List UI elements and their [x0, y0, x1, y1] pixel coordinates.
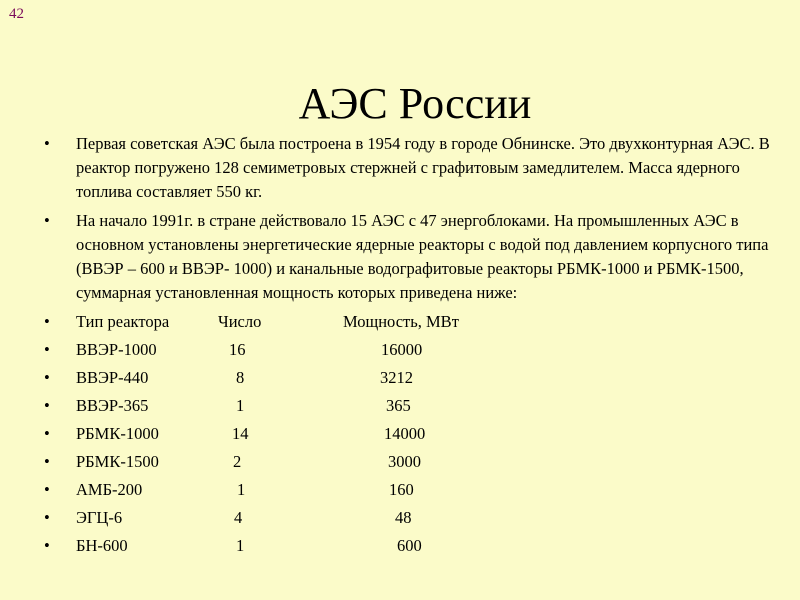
count-cell: 4 — [234, 508, 243, 527]
paragraph-text: На начало 1991г. в стране действовало 15 АЭС с 47 энергоблоками. На промышленных АЭС в основном установлены энергетические ядерные реакторы с водой под давлением корпусного типа (ВВЭР – 600 и ВВЭР- 1000) и канальные водографитовые реакторы РБМК-1000 и РБМК-1500, суммарная установленная мощность которых приведена ниже: — [76, 211, 769, 302]
table-row — [42, 366, 797, 394]
power-cell: 3000 — [388, 452, 421, 471]
power-cell: 16000 — [381, 340, 423, 359]
bullet-icon: • — [44, 536, 50, 555]
bullet-icon: • — [44, 211, 50, 230]
bullet-icon: • — [44, 452, 50, 471]
reactor-type-cell: РБМК-1500 — [76, 452, 159, 471]
reactor-type-cell: РБМК-1000 — [76, 424, 159, 443]
paragraph-text: Первая советская АЭС была построена в 1954 году в городе Обнинске. Это двухконтурная АЭС. В реактор погружено 128 семиметровых стержней с графитовым замедлителем. Масса ядерного топлива составляет 550 кг. — [76, 134, 770, 201]
power-cell: 600 — [397, 536, 422, 555]
paragraph-obninsk — [42, 132, 797, 204]
bullet-icon: • — [44, 480, 50, 499]
header-reactor-type: Тип реактора — [76, 312, 170, 331]
count-cell: 1 — [237, 480, 246, 499]
table-row — [42, 534, 797, 562]
reactor-type-cell: АМБ-200 — [76, 480, 143, 499]
table-row — [42, 450, 797, 478]
table-row — [42, 338, 797, 366]
paragraph-1991 — [42, 209, 797, 305]
slide-content — [42, 132, 797, 562]
bullet-icon: • — [44, 312, 50, 331]
bullet-icon: • — [44, 134, 50, 153]
table-row — [42, 422, 797, 450]
table-row — [42, 506, 797, 534]
count-cell: 2 — [233, 452, 242, 471]
reactor-type-cell: ВВЭР-365 — [76, 396, 149, 415]
bullet-icon: • — [44, 368, 50, 387]
reactor-type-cell: БН-600 — [76, 536, 128, 555]
table-row — [42, 478, 797, 506]
count-cell: 1 — [236, 536, 245, 555]
reactor-type-cell: ВВЭР-440 — [76, 368, 149, 387]
power-cell: 160 — [389, 480, 414, 499]
header-count: Число — [218, 312, 262, 331]
power-cell: 48 — [395, 508, 412, 527]
power-cell: 14000 — [384, 424, 426, 443]
count-cell: 14 — [232, 424, 249, 443]
power-cell: 3212 — [380, 368, 413, 387]
reactor-type-cell: ВВЭР-1000 — [76, 340, 157, 359]
bullet-icon: • — [44, 396, 50, 415]
table-header-row — [42, 310, 797, 338]
count-cell: 1 — [236, 396, 245, 415]
count-cell: 16 — [229, 340, 246, 359]
bullet-icon: • — [44, 340, 50, 359]
reactor-type-cell: ЭГЦ-6 — [76, 508, 123, 527]
table-row — [42, 394, 797, 422]
count-cell: 8 — [236, 368, 245, 387]
slide-title: АЭС России — [298, 79, 532, 128]
bullet-icon: • — [44, 424, 50, 443]
header-power: Мощность, МВт — [343, 312, 459, 331]
slide-number: 42 — [9, 6, 24, 22]
power-cell: 365 — [386, 396, 411, 415]
bullet-icon: • — [44, 508, 50, 527]
